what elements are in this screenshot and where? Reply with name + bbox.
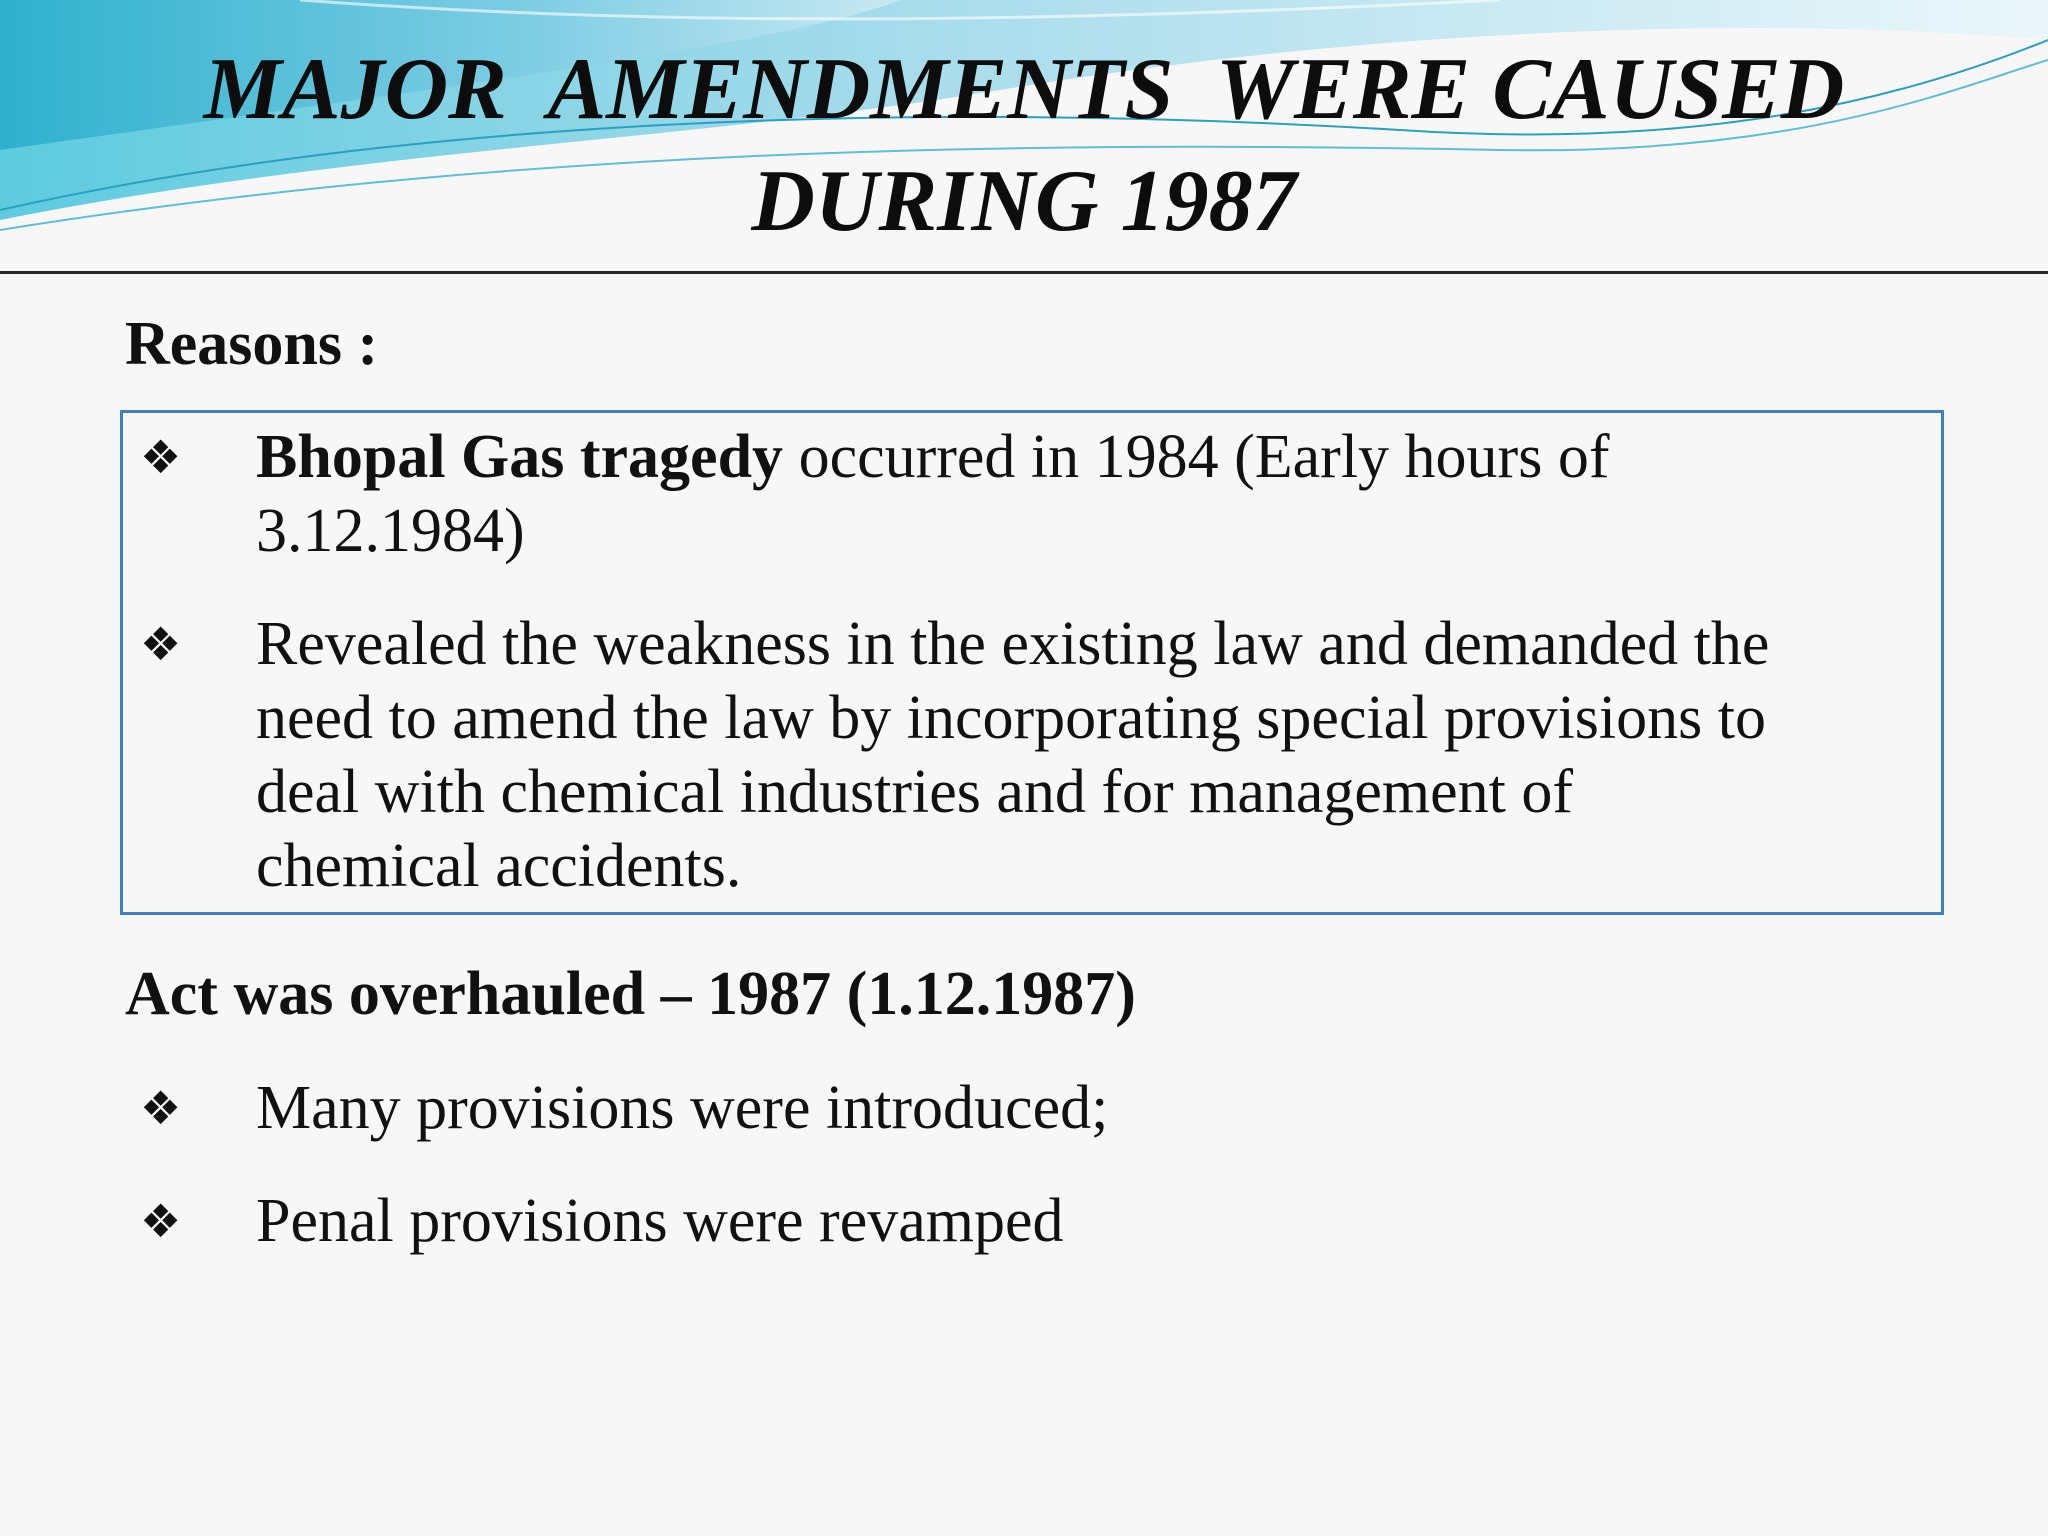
bullet-diamond-icon: ❖ [140,617,182,671]
title-divider [0,271,2048,274]
overhaul-item-1-text: Many provisions were introduced; [256,1074,1109,1142]
slide-title [0,34,2048,258]
bullet-diamond-icon: ❖ [140,430,182,484]
reasons-heading: Reasons : [125,310,379,378]
reason-2-line4: chemical accidents. [256,832,742,900]
title-line-1: MAJOR AMENDMENTS WERE CAUSED [203,41,1845,138]
reason-2-line1: Revealed the weakness in the existing law and demanded the [256,610,1770,678]
bullet-diamond-icon: ❖ [140,1194,182,1248]
reason-1-text: occurred in 1984 (Early hours of [783,423,1610,491]
reason-2-line2: need to amend the law by incorporating special provisions to [256,684,1767,752]
title-line-2: DURING 1987 [751,153,1297,250]
reason-1-bold: Bhopal Gas tragedy [256,423,784,491]
overhaul-item-2-text: Penal provisions were revamped [256,1187,1064,1255]
bullet-diamond-icon: ❖ [140,1081,182,1135]
reason-2-line3: deal with chemical industries and for management of [256,758,1574,826]
overhaul-heading: Act was overhauled – 1987 (1.12.1987) [125,960,1136,1028]
reason-1-line2: 3.12.1984) [256,497,525,565]
